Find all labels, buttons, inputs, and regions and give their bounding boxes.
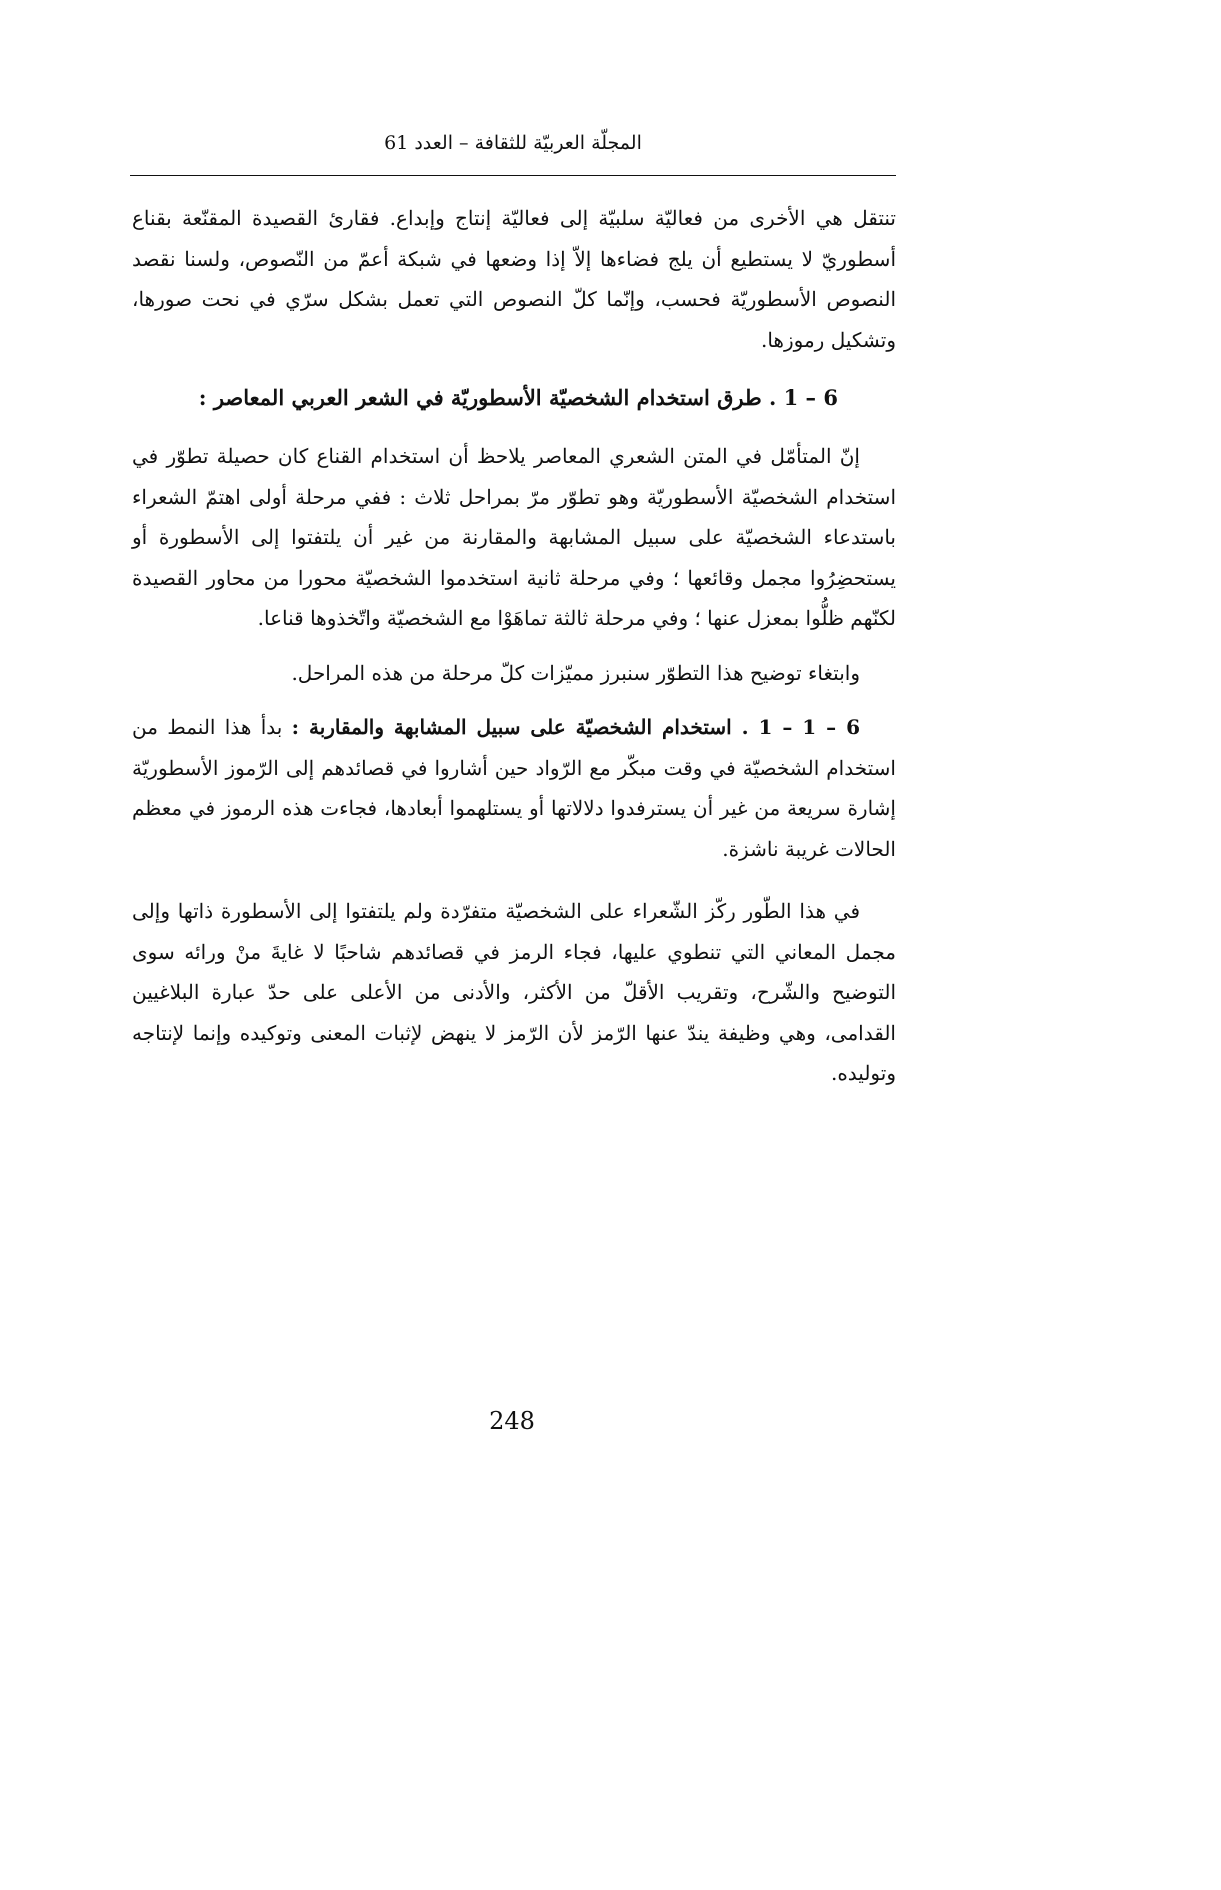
article-body bbox=[132, 198, 896, 1094]
subsection-text: بدأ هذا النمط من استخدام الشخصيّة في وقت مبكّر مع الرّواد حين أشاروا في قصائدهم إلى الرّموز الأسطوريّة إشارة سريعة من غير أن يسترفدوا دلالاتها أو يستلهموا أبعادها، فجاءت هذه الرموز في معظم الحالات غريبة ناشزة. bbox=[132, 715, 896, 861]
paragraph-clarification: وابتغاء توضيح هذا التطوّر سنبرز مميّزات كلّ مرحلة من هذه المراحل. bbox=[291, 660, 860, 685]
paragraph-intro: تنتقل هي الأخرى من فعاليّة سلبيّة إلى فعاليّة إنتاج وإبداع. فقارئ القصيدة المقنّعة بقناع أسطوريّ لا يستطيع أن يلج فضاءها إلاّ إذا وضعها في شبكة أعمّ من النّصوص، ولسنا نقصد النصوص الأسطوريّة فحسب، وإنّما كلّ النصوص التي تعمل بشكل سرّي في نحت صورها، وتشكيل رموزها. bbox=[132, 206, 896, 352]
paragraph-subsection bbox=[132, 707, 896, 869]
paragraph-phase: في هذا الطّور ركّز الشّعراء على الشخصيّة متفرّدة ولم يلتفتوا إلى الأسطورة ذاتها وإلى مجمل المعاني التي تنطوي عليها، فجاء الرمز في قصائدهم شاحبًا لا غايةَ منْ ورائه سوى التوضيح والشّرح، وتقريب الأقلّ من الأكثر، والأدنى من الأعلى على حدّ عبارة البلاغيين القدامى، وهي وظيفة يندّ عنها الرّمز لأن الرّمز لا ينهض لإثبات المعنى وتوكيده وإنما لإنتاجه وتوليده. bbox=[132, 899, 896, 1085]
paragraph-stages: إنّ المتأمّل في المتن الشعري المعاصر يلاحظ أن استخدام القناع كان حصيلة تطوّر في استخدام الشخصيّة الأسطوريّة وهو تطوّر مرّ بمراحل ثلاث : ففي مرحلة أولى اهتمّ الشعراء باستدعاء الشخصيّة على سبيل المشابهة والمقارنة من غير أن يلتفتوا إلى الأسطورة أو يستحضِرُوا مجمل وقائعها ؛ وفي مرحلة ثانية استخدموا الشخصيّة محورا من محاور القصيدة لكنّهم ظلُّوا بمعزل عنها ؛ وفي مرحلة ثالثة تماهَوْا مع الشخصيّة واتّخذوها قناعا. bbox=[132, 444, 896, 630]
section-heading: 6 – 1 . طرق استخدام الشخصيّة الأسطوريّة في الشعر العربي المعاصر : bbox=[198, 385, 838, 410]
header-rule bbox=[130, 175, 896, 176]
subsection-heading: 6 – 1 – 1 . استخدام الشخصيّة على سبيل المشابهة والمقاربة : bbox=[291, 715, 860, 739]
running-header: المجلّة العربيّة للثقافة – العدد 61 bbox=[384, 132, 642, 154]
page-number: 248 bbox=[489, 1407, 535, 1435]
